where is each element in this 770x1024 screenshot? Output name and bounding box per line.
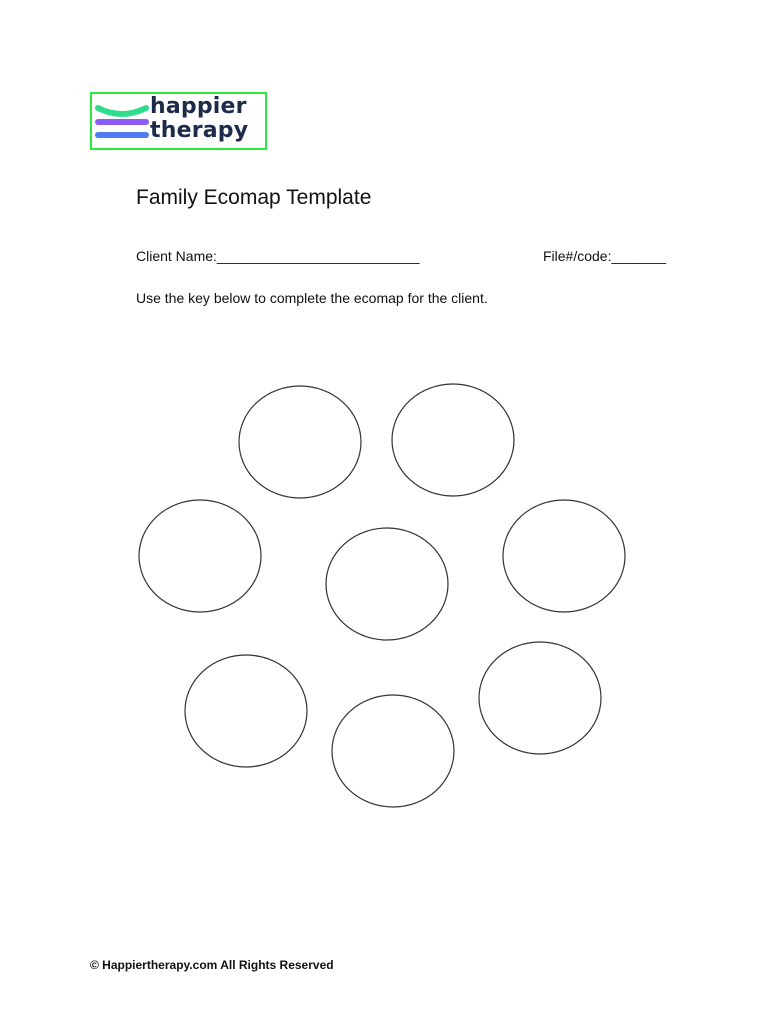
- logo-word-happier: happier: [150, 94, 247, 119]
- logo-bars-icon: [94, 98, 150, 146]
- ecomap-circle-bottom-left: [185, 655, 307, 767]
- copyright-footer: © Happiertherapy.com All Rights Reserved: [90, 958, 334, 972]
- ecomap-circle-center: [326, 528, 448, 640]
- page-title: Family Ecomap Template: [136, 186, 372, 209]
- file-code-field: File#/code:_______: [543, 248, 666, 264]
- ecomap-diagram: [0, 370, 770, 820]
- happier-therapy-logo: [90, 92, 267, 150]
- instructions-text: Use the key below to complete the ecomap for the client.: [136, 290, 488, 306]
- ecomap-circle-top-right: [392, 384, 514, 496]
- ecomap-circle-mid-right: [503, 500, 625, 612]
- ecomap-circle-top-left: [239, 386, 361, 498]
- client-name-field: Client Name:__________________________: [136, 248, 420, 264]
- ecomap-circle-mid-left: [139, 500, 261, 612]
- logo-word-therapy: therapy: [150, 118, 249, 143]
- ecomap-circle-bottom-right: [479, 642, 601, 754]
- ecomap-circle-bottom-center: [332, 695, 454, 807]
